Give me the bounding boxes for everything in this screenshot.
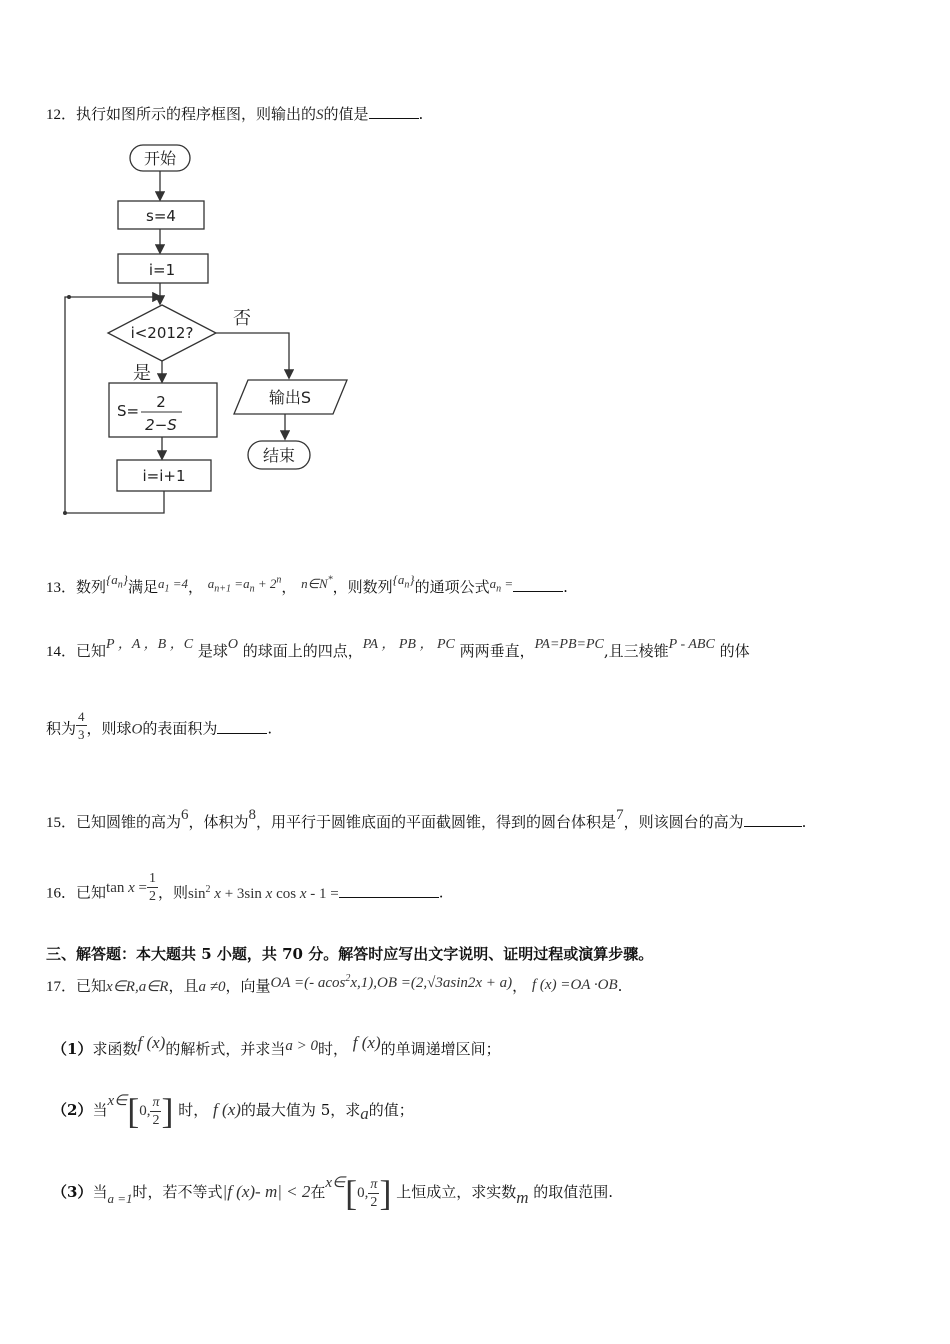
part-label: （1） (52, 1040, 93, 1058)
question-text: 已知圆锥的高为 (76, 813, 182, 831)
question-14 (46, 637, 750, 661)
sequence-an: $\{a_n\}$ (106, 572, 128, 591)
math-o: O (131, 721, 143, 738)
s-init-label: s=4 (146, 207, 176, 225)
question-text: ，且 (168, 977, 199, 995)
math-interval-start: 0, (357, 1185, 369, 1201)
math-f-of-x: f (x) (213, 1100, 241, 1119)
question-text: ，则数列 (332, 578, 393, 596)
question-text: 的球面上的四点， (242, 642, 363, 660)
fraction-pi-over-2: $\frac{\pi}{2}$ (370, 1176, 378, 1210)
question-number: 14． (46, 644, 77, 660)
question-number: 12． (46, 107, 77, 123)
period: . (418, 105, 424, 123)
question-text: 执行如图所示的程序框图，则输出的 (76, 105, 317, 123)
question-text: 在 (310, 1183, 326, 1201)
part-label: （3） (52, 1183, 93, 1201)
question-text: 求函数 (92, 1040, 138, 1058)
question-text: 时， (317, 1040, 348, 1058)
start-label: 开始 (143, 149, 177, 168)
no-label: 否 (233, 308, 251, 329)
question-text: 的体 (719, 642, 750, 660)
question-text: 时，若不等式 (132, 1183, 223, 1201)
math-segments: PA ， PB ， PC (362, 637, 455, 652)
question-text: 是球 (197, 642, 228, 660)
math-equal-segments: PA=PB=PC (534, 637, 604, 652)
math-recurrence: $a_{n+1} =a_n + 2^n$ (207, 574, 282, 595)
math-x-in-interval: x∈ (325, 1175, 346, 1191)
question-text: ，用平行于圆锥底面的平面截圆锥，得到的圆台体积是 (256, 813, 617, 831)
variable-s: S (316, 107, 324, 123)
comma: ， (187, 578, 203, 596)
left-bracket: [ (127, 1091, 140, 1131)
math-an-eq: $a_n$ = (489, 576, 514, 595)
fraction-one-half: $\frac{1}{2}$ (149, 871, 156, 904)
question-text: ，体积为 (188, 813, 249, 831)
assign-denominator: 2−S (145, 416, 177, 434)
end-label: 结束 (262, 446, 296, 465)
sequence-an: $\{a_n\}$ (392, 572, 415, 591)
math-o: O (227, 637, 238, 652)
question-number: 15． (46, 815, 77, 831)
math-trig-expression: $\sin^2 x + 3\sin$ x cos x - 1 = (188, 883, 339, 902)
question-14-continued (46, 709, 273, 747)
question-text: 的值是 (323, 105, 369, 123)
question-number: 17． (46, 979, 77, 995)
comma: ， (512, 977, 528, 995)
question-17: 17．已知x∈R,a∈R，且a ≠0，向量OA =(- acos$^2$x,1),OB =(2,√3asin2x + a)， f (x) =OA ·OB. (46, 973, 623, 995)
math-f-definition: f (x) =OA ·OB (531, 977, 618, 993)
math-f-of-x: f (x) (352, 1033, 381, 1052)
math-domain: x∈R,a∈R (106, 979, 169, 995)
math-n-in-n: n∈N* (301, 574, 333, 591)
condition-label: i<2012? (130, 324, 194, 342)
question-13 (46, 572, 568, 599)
period: . (563, 578, 568, 596)
left-bracket: [ (345, 1173, 358, 1213)
answer-blank (217, 719, 267, 734)
math-vectors: OA =(- acos$^2$x,1),OB =(2,√3asin2x + a) (270, 973, 513, 991)
question-15 (46, 807, 807, 832)
output-label: 输出S (268, 388, 312, 407)
right-bracket: ] (161, 1091, 174, 1131)
question-number: 16． (46, 885, 77, 902)
question-text: ，则该圆台的高为 (623, 813, 744, 831)
question-16 (46, 871, 444, 911)
math-a-positive: a > 0 (285, 1038, 318, 1054)
math-m: m (516, 1188, 529, 1207)
question-text: 已知 (76, 883, 107, 902)
value-frustum-volume: 7 (616, 807, 624, 823)
question-text: 时， (178, 1101, 209, 1119)
question-text: 满足 (127, 578, 158, 596)
question-text: 已知 (76, 642, 107, 660)
question-text: 当 (92, 1183, 108, 1201)
question-text: 的解析式，并求当 (165, 1040, 286, 1058)
answer-blank (369, 104, 419, 119)
math-pyramid: P - ABC (668, 637, 715, 652)
question-text: 的值； (368, 1101, 414, 1119)
question-text: 的单调递增区间； (380, 1040, 501, 1058)
i-init-label: i=1 (148, 261, 176, 279)
value-height: 6 (181, 807, 189, 823)
assign-lhs: S= (117, 402, 140, 420)
right-bracket: ] (379, 1173, 392, 1213)
math-a: a (360, 1104, 369, 1123)
math-interval-start: 0, (139, 1103, 151, 1119)
value-volume: 8 (248, 807, 257, 823)
math-tan-x: tan x = (106, 879, 147, 896)
question-17-part-1 (52, 1033, 501, 1059)
section-heading: 三、解答题：本大题共 5 小题，共 70 分。解答时应写出文字说明、证明过程或演算步骤。 (46, 945, 654, 963)
increment-label: i=i+1 (142, 467, 186, 485)
question-12 (46, 103, 423, 124)
question-text: 上恒成立，求实数 (396, 1183, 517, 1201)
question-text: 当 (92, 1101, 108, 1119)
math-inequality: |f (x)- m| < 2 (222, 1182, 311, 1201)
question-17-part-2 (52, 1088, 414, 1133)
math-a-equals-1: a =1 (107, 1191, 133, 1206)
question-text: 数列 (76, 578, 107, 596)
part-label: （2） (52, 1101, 93, 1119)
comma: ， (281, 578, 297, 596)
math-f-of-x: f (x) (137, 1033, 166, 1052)
question-text: 的取值范围. (533, 1183, 614, 1201)
question-number: 13． (46, 580, 77, 596)
period: . (438, 883, 444, 902)
program-flowchart (0, 135, 360, 535)
answer-blank (513, 577, 563, 592)
fraction-four-thirds: $\frac{4}{3}$ (78, 709, 85, 742)
question-text: ，则 (158, 883, 189, 902)
math-x-in-interval: x∈ (107, 1093, 128, 1109)
question-text: 两两垂直， (459, 642, 535, 660)
fraction-pi-over-2: $\frac{\pi}{2}$ (152, 1094, 160, 1128)
answer-blank (339, 883, 439, 898)
question-text: 的最大值为 5，求 (240, 1101, 361, 1119)
question-17-part-3 (52, 1170, 613, 1215)
question-text: 的通项公式 (414, 578, 490, 596)
yes-label: 是 (133, 363, 151, 384)
question-text: ,且三棱锥 (603, 642, 669, 660)
question-text: 已知 (76, 977, 107, 995)
math-points: P ，A ，B ，C (106, 637, 194, 652)
answer-blank (744, 812, 802, 827)
question-text: ，则球 (86, 719, 132, 738)
question-text: ，向量 (225, 977, 271, 995)
assign-numerator: 2 (156, 393, 166, 411)
math-a1-eq: $a_1 =4$ (157, 576, 188, 595)
question-text: 的表面积为 (142, 719, 218, 738)
math-a-nonzero: a ≠0 (198, 979, 226, 995)
period: . (267, 719, 273, 738)
question-text: 积为 (46, 719, 77, 738)
period: . (801, 813, 807, 831)
